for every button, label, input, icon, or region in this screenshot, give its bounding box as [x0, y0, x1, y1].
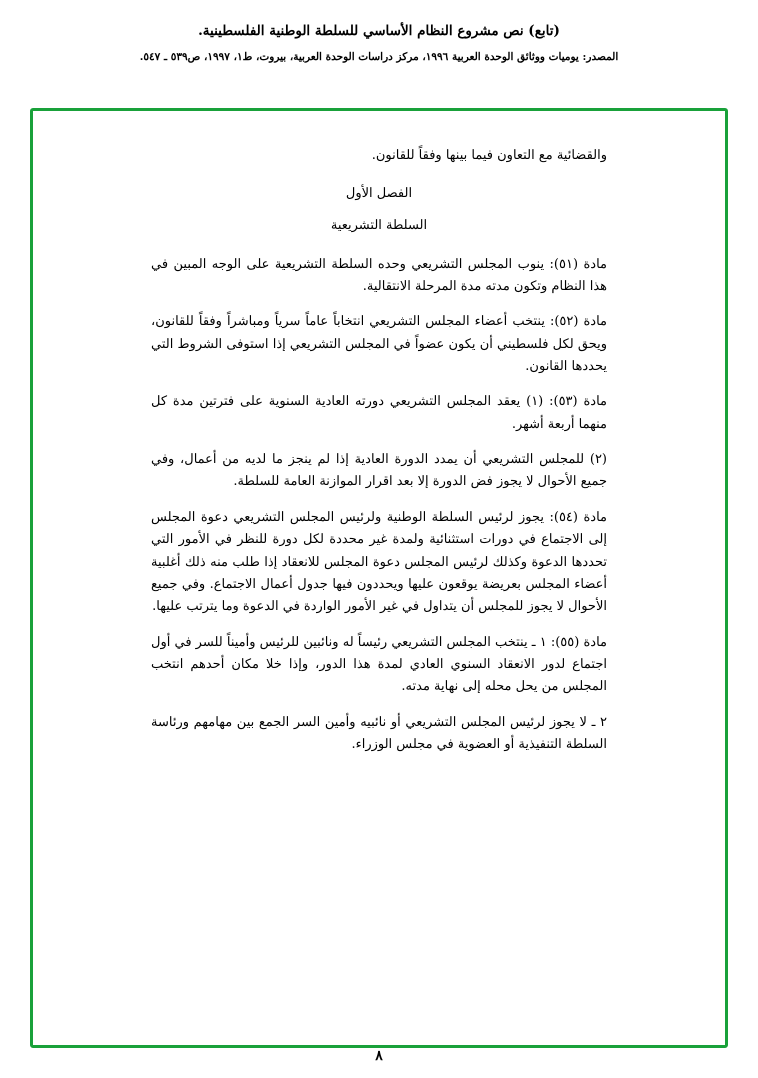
section-heading: السلطة التشريعية	[330, 218, 428, 234]
document-header	[0, 0, 758, 63]
continuation-line: والقضائية مع التعاون فيما بينها وفقاً للقانون.	[371, 148, 607, 163]
article-51: مادة (٥١): ينوب المجلس التشريعي وحده السلطة التشريعية على الوجه المبين في هذا النظام وتكون مدته مدة المرحلة الانتقالية.	[151, 256, 607, 294]
article-53-clause-2: (٢) للمجلس التشريعي أن يمدد الدورة العادية إذا لم ينجز ما لديه من أعمال، وفي جميع الأحوال لا يجوز فض الدورة إلا بعد اقرار الموازنة العامة للسلطة.	[151, 452, 607, 490]
content-frame	[30, 108, 728, 1048]
article-54: مادة (٥٤): يجوز لرئيس السلطة الوطنية ولرئيس المجلس التشريعي دعوة المجلس إلى الاجتماع في دورات استثنائية ولمدة غير محددة لكل دورة للنظر في الأمور التي تحددها الدعوة وكذلك لرئيس المجلس دعوة المجلس للانعقاد إذا طلب منه ذلك أغلبية أعضاء المجلس بعريضة يوقعون عليها ويحددون فيها جدول أعمال الاجتماع. وفي جميع الأحوال لا يجوز للمجلس أن يتداول في غير الأمور الواردة في الدعوة وما يترتب عليها.	[151, 509, 607, 615]
article-52: مادة (٥٢): ينتخب أعضاء المجلس التشريعي انتخاباً عاماً سرياً ومباشراً وفقاً للقانون، ويحق لكل فلسطيني أن يكون عضواً في المجلس التشريعي إذا استوفى الشروط التي يحددها القانون.	[151, 314, 607, 374]
source-citation: المصدر: يوميات ووثائق الوحدة العربية ١٩٩٦، مركز دراسات الوحدة العربية، بيروت، ط١، ١٩٩٧، ص٥٣٩ ـ ٥٤٧.	[139, 50, 619, 63]
article-55-clause-2: ٢ ـ لا يجوز لرئيس المجلس التشريعي أو نائبيه وأمين السر الجمع بين مهامهم ورئاسة السلطة التنفيذية أو العضوية في مجلس الوزراء.	[151, 714, 607, 753]
document-body	[85, 145, 673, 756]
page-number: ٨	[375, 1048, 383, 1064]
article-53-clause-1: مادة (٥٣): (١) يعقد المجلس التشريعي دورته العادية السنوية على فترتين مدة كل منهما أربعة أشهر.	[151, 394, 608, 432]
page-title: (تابع) نص مشروع النظام الأساسي للسلطة الوطنية الفلسطينية.	[198, 23, 560, 39]
chapter-heading: الفصل الأول	[345, 186, 413, 202]
content-frame-inner	[33, 111, 725, 1045]
article-55-clause-1: مادة (٥٥): ١ ـ ينتخب المجلس التشريعي رئيساً له ونائبين للرئيس وأميناً للسر في أول اجتماع لدور الانعقاد السنوي العادي لمدة هذا الدور، وإذا خلا مكان أحدهم انتخب المجلس من يحل محله إلى نهاية مدته.	[151, 634, 607, 695]
